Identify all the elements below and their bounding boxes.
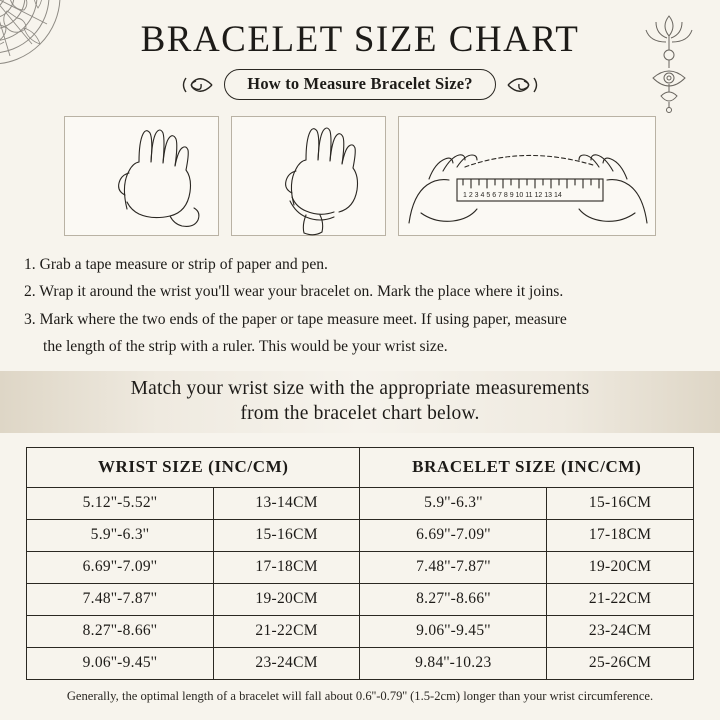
cell-bracelet-inch: 5.9''-6.3'' [360,488,547,520]
cell-wrist-cm: 21-22CM [213,616,360,648]
cell-bracelet-cm: 17-18CM [547,520,694,552]
illustration-step1 [64,116,219,236]
size-table [26,447,694,680]
cell-bracelet-inch: 9.06''-9.45'' [360,616,547,648]
illustration-step2 [231,116,386,236]
subtitle-pill: How to Measure Bracelet Size? [224,69,495,100]
steps-list [24,252,694,359]
cell-bracelet-inch: 7.48''-7.87'' [360,552,547,584]
cell-wrist-cm: 23-24CM [213,648,360,680]
cell-wrist-cm: 19-20CM [213,584,360,616]
table-row [27,648,694,680]
footnote: Generally, the optimal length of a bracelet will fall about 0.6''-0.79'' (1.5-2cm) longer than your wrist circumference. [66,689,654,703]
cell-wrist-inch: 6.69''-7.09'' [27,552,214,584]
ruler-numbers: 1 2 3 4 5 6 7 8 9 10 11 12 13 14 [463,192,562,199]
cell-bracelet-inch: 8.27''-8.66'' [360,584,547,616]
cell-bracelet-cm: 15-16CM [547,488,694,520]
flourish-left-icon [180,72,214,98]
step-2: 2. Wrap it around the wrist you'll wear your bracelet on. Mark the place where it joins. [24,283,564,301]
cell-wrist-inch: 7.48''-7.87'' [27,584,214,616]
cell-bracelet-cm: 23-24CM [547,616,694,648]
hand-with-tape-icon [65,117,220,237]
cell-bracelet-cm: 25-26CM [547,648,694,680]
cell-bracelet-cm: 19-20CM [547,552,694,584]
page-title: BRACELET SIZE CHART [140,19,580,60]
subtitle-row [0,69,720,100]
hand-wrapping-tape-icon [232,117,387,237]
illustration-row [0,116,720,236]
step-1: 1. Grab a tape measure or strip of paper and pen. [24,256,328,273]
cell-wrist-inch: 5.12''-5.52'' [27,488,214,520]
table-row [27,488,694,520]
table-header-row [27,448,694,488]
banner-line-2: from the bracelet chart below. [240,403,480,424]
cell-wrist-inch: 8.27''-8.66'' [27,616,214,648]
table-row [27,552,694,584]
step-3-continued: the length of the strip with a ruler. This would be your wrist size. [43,337,448,355]
step-3: 3. Mark where the two ends of the paper or tape measure meet. If using paper, measure [24,310,567,328]
cell-wrist-inch: 9.06''-9.45'' [27,648,214,680]
mandala-ornament-icon [0,0,92,96]
ruler-measure-icon [399,117,657,237]
cell-wrist-inch: 5.9''-6.3'' [27,520,214,552]
cell-wrist-cm: 17-18CM [213,552,360,584]
cell-wrist-cm: 13-14CM [213,488,360,520]
cell-bracelet-cm: 21-22CM [547,584,694,616]
cell-bracelet-inch: 6.69''-7.09'' [360,520,547,552]
table-row [27,616,694,648]
cell-wrist-cm: 15-16CM [213,520,360,552]
header-wrist-size: WRIST SIZE (INC/CM) [27,448,360,488]
cell-bracelet-inch: 9.84''-10.23 [360,648,547,680]
table-row [27,520,694,552]
flourish-right-icon [506,72,540,98]
table-row [27,584,694,616]
lotus-pendant-icon [626,6,712,116]
header-bracelet-size: BRACELET SIZE (INC/CM) [360,448,694,488]
illustration-step3 [398,116,656,236]
match-banner [0,371,720,433]
banner-line-1: Match your wrist size with the appropriate measurements [130,378,590,400]
